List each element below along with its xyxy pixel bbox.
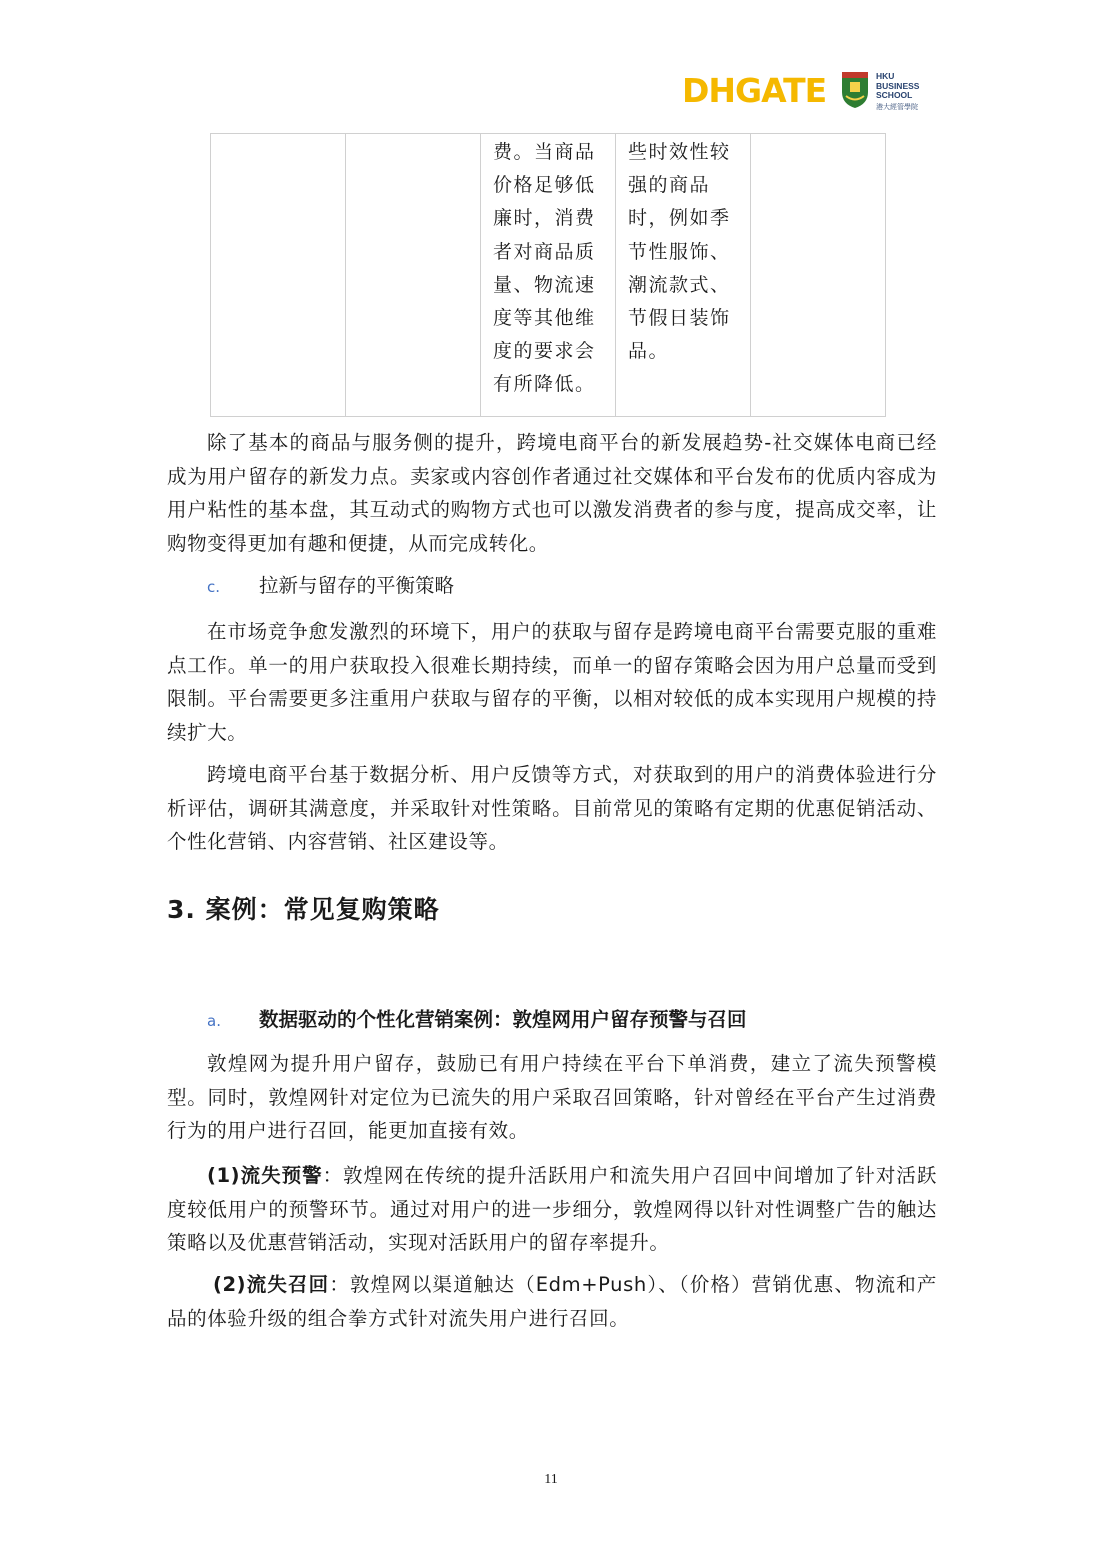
table-cell [211,134,346,417]
list-marker: c. [207,578,221,596]
subheading-a [207,1006,747,1035]
paragraph-churn-warning [167,1159,937,1260]
churn-recall-text: ：敦煌网以渠道触达（Edm+Push）、（价格）营销优惠、物流和产品的体验升级的组合拳方式针对流失用户进行召回。 [167,1273,937,1330]
section-heading: 3. 案例：常见复购策略 [167,895,440,924]
dhgate-logo [682,72,827,106]
churn-recall-label: (2)流失召回 [213,1273,330,1296]
list-marker: a. [207,1012,221,1030]
table-cell: 费。当商品 价格足够低 廉时，消费 者对商品质 量、物流速 度等其他维 度的要求会 有所降低。 [481,134,616,417]
paragraph-dhgate-intro: 敦煌网为提升用户留存，鼓励已有用户持续在平台下单消费，建立了流失预警模型。同时，敦煌网针对定位为已流失的用户采取召回策略，针对曾经在平台产生过消费行为的用户进行召回，能更加直接有效。 [167,1052,937,1143]
table-row [211,134,886,417]
paragraph-social-commerce: 除了基本的商品与服务侧的提升，跨境电商平台的新发展趋势-社交媒体电商已经成为用户留存的新发力点。卖家或内容创作者通过社交媒体和平台发布的优质内容成为用户粘性的基本盘，其互动式的购物方式也可以激发消费者的参与度，提高成交率，让购物变得更加有趣和便捷，从而完成转化。 [167,431,937,555]
subheading-title: 拉新与留存的平衡策略 [259,574,455,597]
table-cell: 些时效性较 强的商品 时，例如季 节性服饰、 潮流款式、 节假日装饰 品。 [616,134,751,417]
header-logos [680,68,930,116]
hku-business-school-name: HKU BUSINESS SCHOOL [876,71,920,100]
paragraph-strategies: 跨境电商平台基于数据分析、用户反馈等方式，对获取到的用户的消费体验进行分析评估，调研其满意度，并采取针对性策略。目前常见的策略有定期的优惠促销活动、个性化营销、内容营销、社区建设等。 [167,763,937,854]
table-cell [751,134,886,417]
svg-text:DHGATE: DHGATE [682,72,827,106]
page-number: 11 [544,1472,558,1487]
subheading-title: 数据驱动的个性化营销案例：敦煌网用户留存预警与召回 [259,1008,747,1031]
hku-crest-icon [840,70,870,110]
paragraph-churn-recall [167,1268,937,1335]
continued-table [210,133,886,417]
churn-warning-label: (1)流失预警 [207,1164,323,1187]
paragraph-acquisition-retention: 在市场竞争愈发激烈的环境下，用户的获取与留存是跨境电商平台需要克服的重难点工作。单一的用户获取投入很难长期持续，而单一的留存策略会因为用户总量而受到限制。平台需要更多注重用户获取与留存的平衡，以相对较低的成本实现用户规模的持续扩大。 [167,620,937,744]
churn-warning-text: ：敦煌网在传统的提升活跃用户和流失用户召回中间增加了针对活跃度较低用户的预警环节。通过对用户的进一步细分，敦煌网得以针对性调整广告的触达策略以及优惠营销活动，实现对活跃用户的留存率提升。 [167,1164,937,1255]
table-cell [346,134,481,417]
hku-chinese-name: 港大經管學院 [876,103,918,111]
subheading-c [207,572,454,601]
